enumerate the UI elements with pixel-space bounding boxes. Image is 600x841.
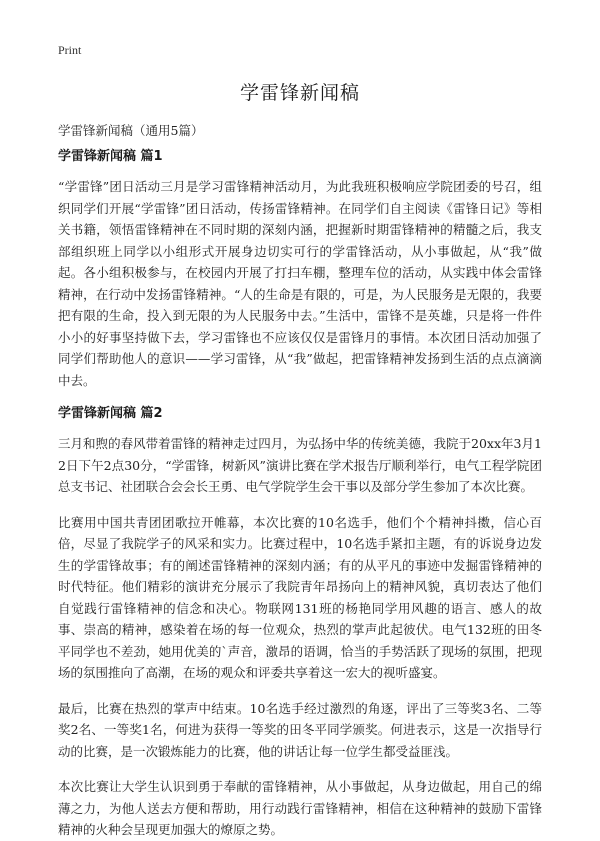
paragraph: “学雷锋”团日活动三月是学习雷锋精神活动月，为此我班积极响应学院团委的号召，组织同学们开展“学雷锋”团日活动，传扬雷锋精神。在同学们自主阅读《雷锋日记》等相关书籍，领悟雷锋精神在不同时期的深刻内涵，把握新时期雷锋精神的精髓之后，我支部组织班上同学以小组形式开展身边切实可行的学雷锋活动，从小事做起，从“我”做起。各小组积极参与，在校园内开展了打扫车棚，整理车位的活动，从实践中体会雷锋精神，在行动中发扬雷锋精神。“人的生命是有限的，可是，为人民服务是无限的，我要把有限的生命，投入到无限的为人民服务中去。”生活中，雷锋不是英雄，只是将一件件小小的好事坚持做下去，学习雷锋也不应该仅仅是雷锋月的事情。本次团日活动加强了同学们帮助他人的意识——学习雷锋，从“我”做起，把雷锋精神发扬到生活的点点滴滴中去。 (58, 179, 542, 388)
paragraph: 最后，比赛在热烈的掌声中结束。10名选手经过激烈的角逐，评出了三等奖3名、二等奖2名、一等奖1名，何进为获得一等奖的田冬平同学颁奖。何进表示，这是一次指导行动的比赛，是一次锻炼能力的比赛，他的讲话让每一位学生都受益匪浅。 (58, 700, 542, 759)
document-title: 学雷锋新闻稿 (239, 82, 360, 104)
section-1 (58, 148, 542, 391)
paragraph: 本次比赛让大学生认识到勇于奉献的雷锋精神，从小事做起，从身边做起，用自己的绵薄之力，为他人送去方便和帮助，用行动践行雷锋精神，相信在这种精神的鼓励下雷锋精神的火种会呈现更加强大的燎原之势。 (58, 779, 542, 837)
section-heading: 学雷锋新闻稿 篇1 (58, 149, 163, 164)
document-subtitle: 学雷锋新闻稿（通用5篇） (58, 123, 204, 138)
paragraph: 三月和煦的春风带着雷锋的精神走过四月，为弘扬中华的传统美德，我院于20xx年3月12日下午2点30分，“学雷锋，树新风”演讲比赛在学术报告厅顺利举行，电气工程学院团总支书记、社团联合会会长王勇、电气学院学生会干事以及部分学生参加了本次比赛。 (58, 436, 542, 494)
print-label[interactable]: Print (58, 43, 82, 57)
paragraph: 比赛用中国共青团团歌拉开帷幕，本次比赛的10名选手，他们个个精神抖擞，信心百倍，尽显了我院学子的风采和实力。比赛过程中，10名选手紧扣主题，有的诉说身边发生的学雷锋故事；有的阐述雷锋精神的深刻内涵；有的从平凡的事迹中发掘雷锋精神的时代特征。他们精彩的演讲充分展示了我院青年昂扬向上的精神风貌，真切表达了他们自觉践行雷锋精神的信念和决心。物联网131班的杨艳同学用风趣的语言、感人的故事、崇高的精神，感染着在场的每一位观众，热烈的掌声此起彼伏。电气132班的田冬平同学也不差劲，她用优美的`声音，激昂的语调，恰当的手势活跃了现场的氛围，把现场的氛围推向了高潮，在场的观众和评委共享着这一宏大的视听盛宴。 (58, 514, 542, 680)
section-heading: 学雷锋新闻稿 篇2 (58, 406, 163, 421)
section-2 (58, 405, 542, 841)
